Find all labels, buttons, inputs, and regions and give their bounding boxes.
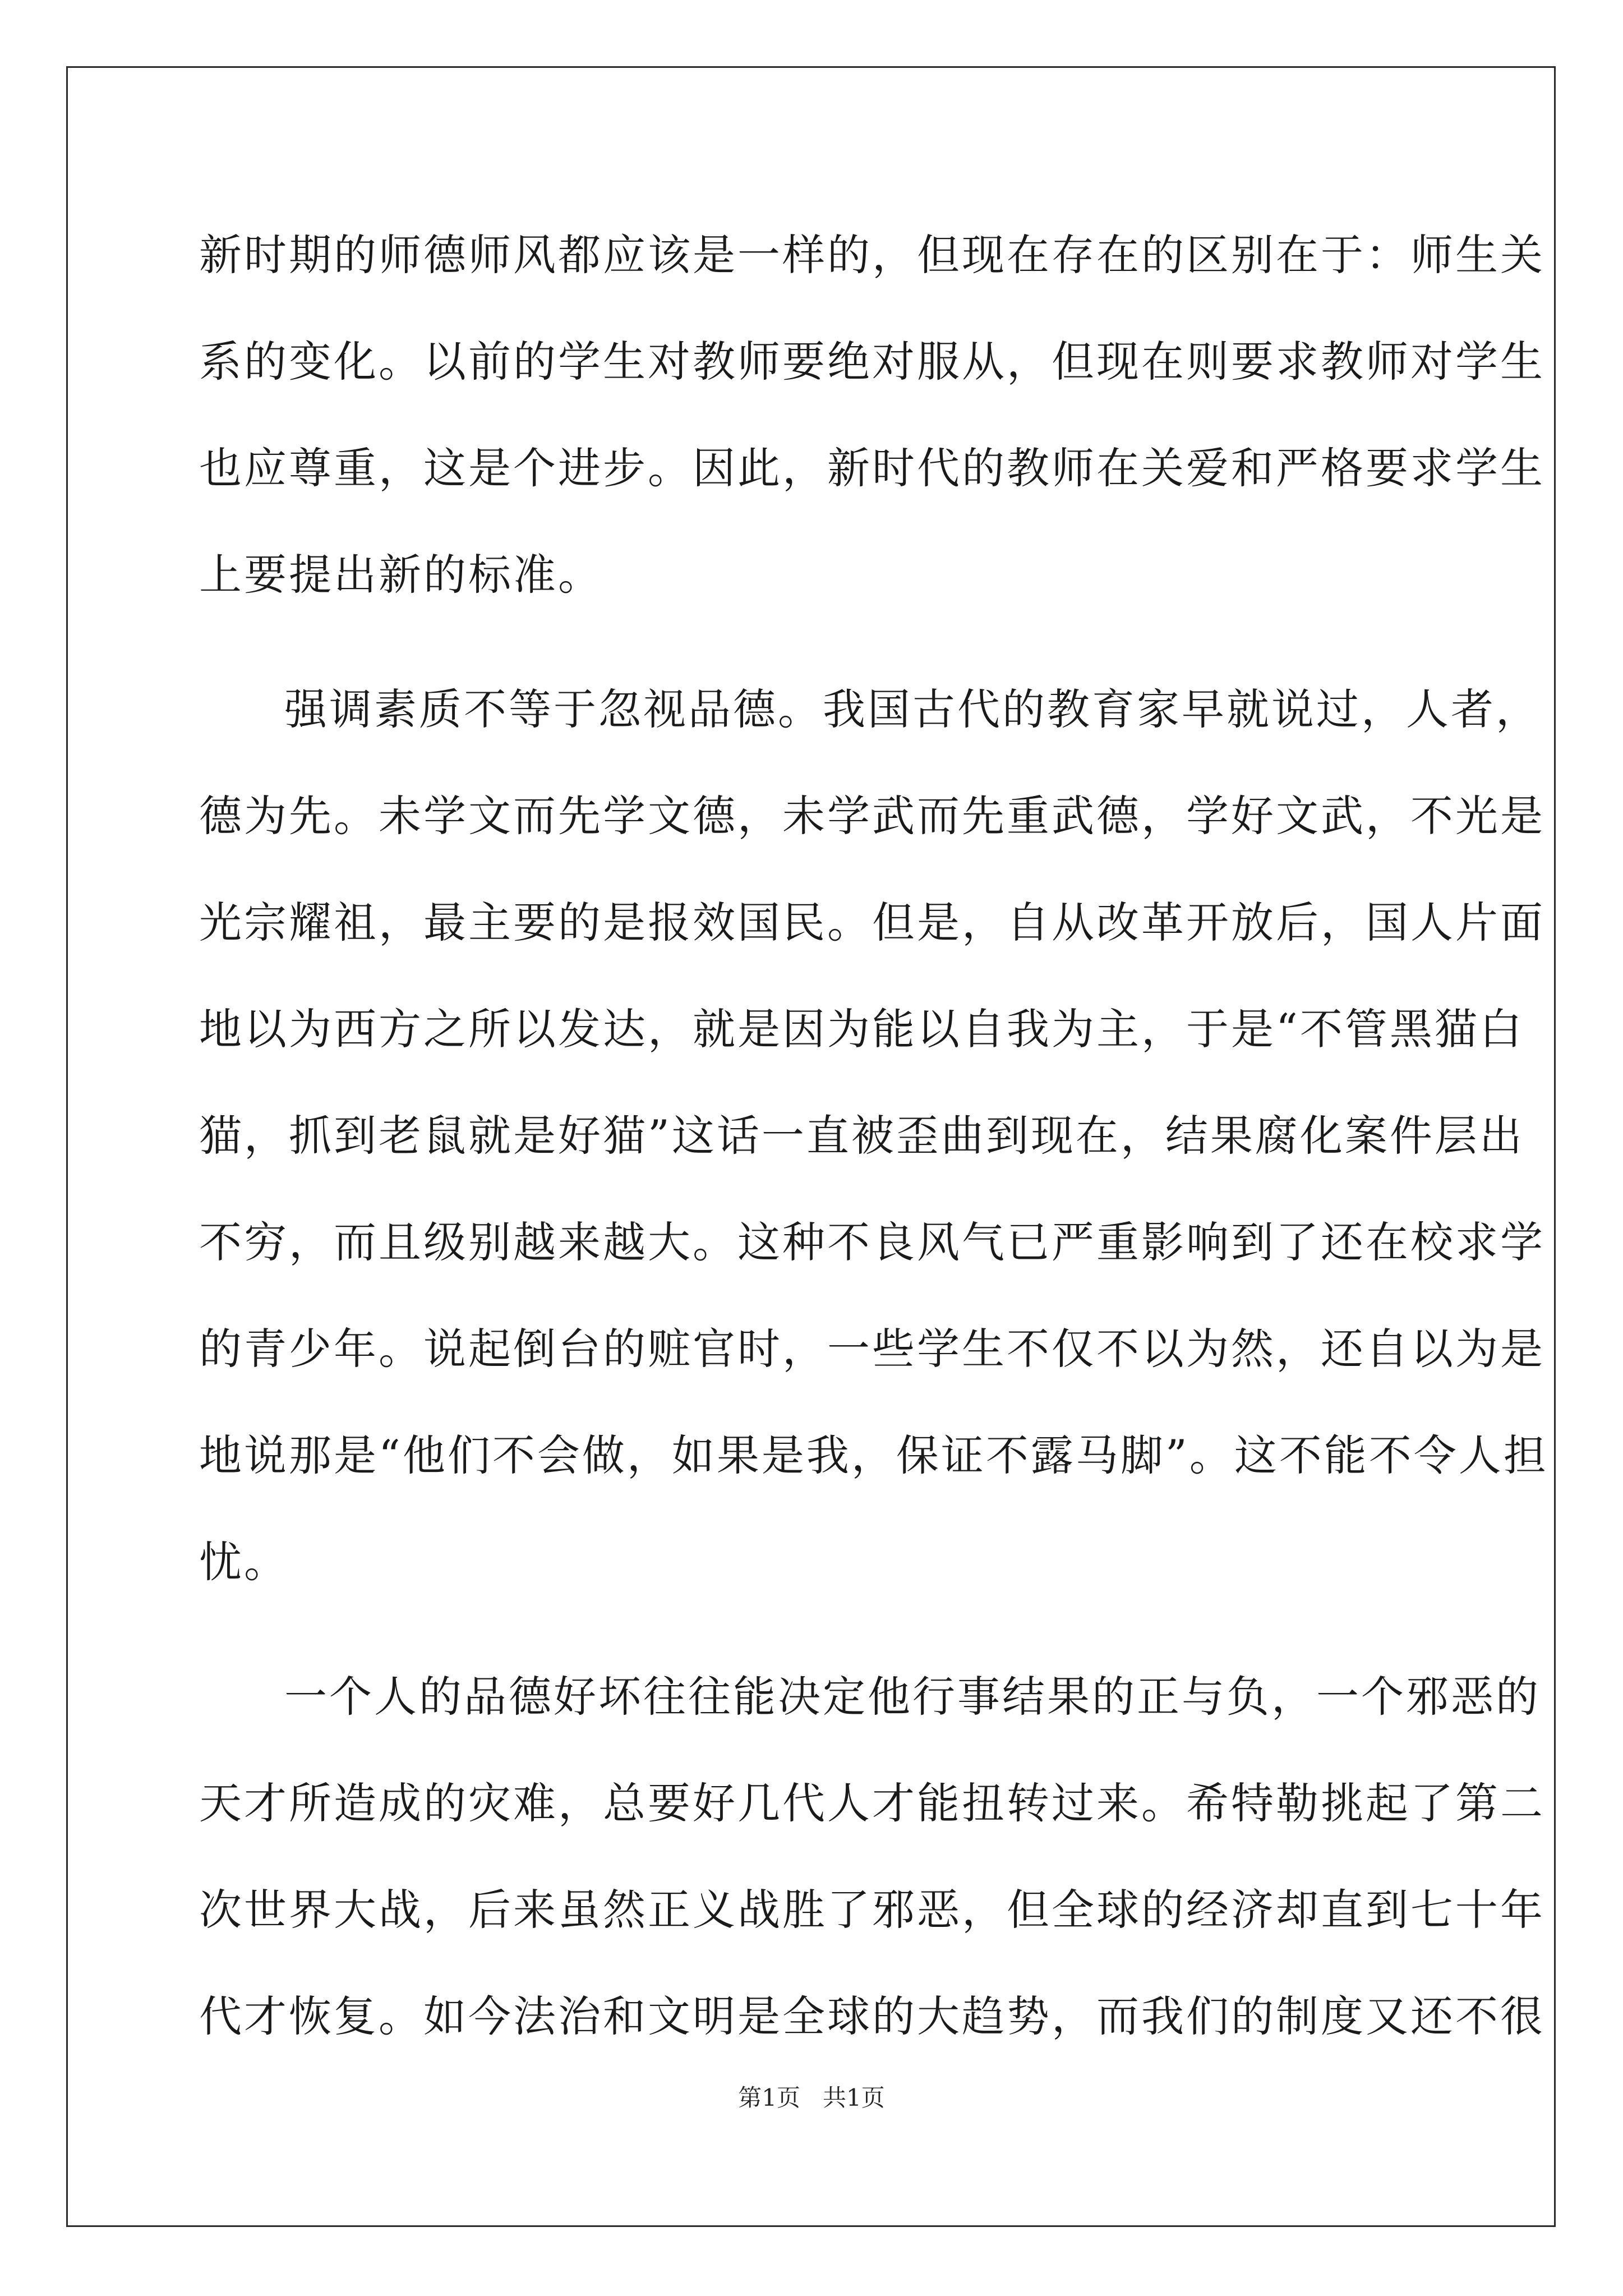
text-line: 光宗耀祖，最主要的是报效国民。但是，自从改革开放后，国人片面 bbox=[199, 898, 1545, 947]
page-footer bbox=[0, 2081, 1623, 2115]
text-line: 上要提出新的标准。 bbox=[199, 550, 603, 600]
paragraph-2 bbox=[199, 656, 1548, 1616]
document-body bbox=[199, 202, 1548, 2070]
text-line: 一个人的品德好坏往往能决定他行事结果的正与负，一个邪恶的 bbox=[284, 1672, 1541, 1722]
text-line: 不穷，而且级别越来越大。这种不良风气已严重影响到了还在校求学 bbox=[199, 1217, 1545, 1267]
text-line: 天才所造成的灾难，总要好几代人才能扭转过来。希特勒挑起了第二 bbox=[199, 1778, 1545, 1828]
text-line: 代才恢复。如今法治和文明是全球的大趋势，而我们的制度又还不很 bbox=[199, 1991, 1545, 2041]
text-line: 系的变化。以前的学生对教师要绝对服从，但现在则要求教师对学生 bbox=[199, 337, 1545, 386]
page-number: 第1页 bbox=[738, 2084, 800, 2111]
text-line: 忧。 bbox=[199, 1537, 289, 1587]
paragraph-3 bbox=[199, 1644, 1545, 2070]
text-line: 地以为西方之所以发达，就是因为能以自我为主，于是“不管黑猫白 bbox=[199, 1004, 1524, 1054]
text-line: 次世界大战，后来虽然正义战胜了邪恶，但全球的经济却直到七十年 bbox=[199, 1885, 1545, 1935]
text-line: 强调素质不等于忽视品德。我国古代的教育家早就说过，人者， bbox=[284, 684, 1541, 734]
paragraph-1 bbox=[199, 202, 1545, 628]
page-total: 共1页 bbox=[823, 2084, 885, 2111]
text-line: 猫，抓到老鼠就是好猫”这话一直被歪曲到现在，结果腐化案件层出 bbox=[199, 1111, 1524, 1161]
text-line: 新时期的师德师风都应该是一样的，但现在存在的区别在于：师生关 bbox=[199, 230, 1545, 280]
text-line: 德为先。未学文而先学文德，未学武而先重武德，学好文武，不光是 bbox=[199, 791, 1545, 841]
text-line: 的青少年。说起倒台的赃官时，一些学生不仅不以为然，还自以为是 bbox=[199, 1324, 1545, 1374]
text-line: 也应尊重，这是个进步。因此，新时代的教师在关爱和严格要求学生 bbox=[199, 443, 1545, 493]
text-line: 地说那是“他们不会做，如果是我，保证不露马脚”。这不能不令人担 bbox=[199, 1430, 1548, 1480]
